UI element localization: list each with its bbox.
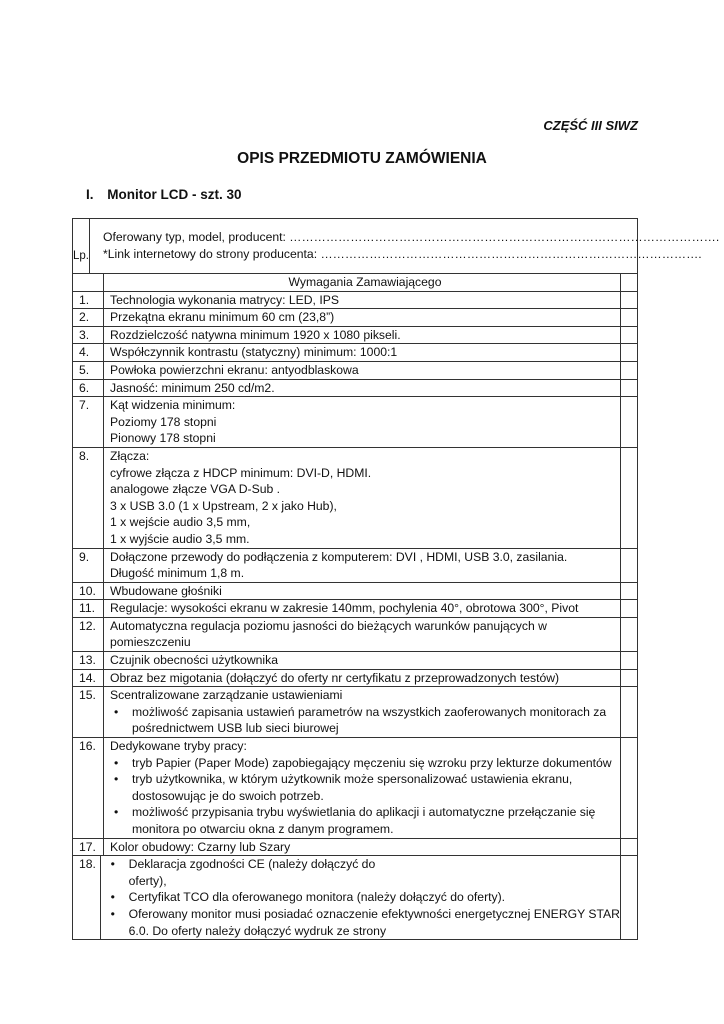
requirements-header: Wymagania Zamawiającego: [104, 274, 621, 291]
bullet-item: • Deklaracja zgodności CE (należy dołączyć do: [107, 856, 620, 873]
row-text-line: cyfrowe złącza z HDCP minimum: DVI-D, HDMI.: [110, 465, 372, 480]
row-number: 13.: [73, 652, 104, 669]
section-heading: [86, 187, 242, 202]
offer-info: [90, 219, 723, 273]
row-content: [104, 687, 621, 737]
row-content: [104, 362, 621, 379]
table-row: [73, 687, 637, 738]
row-text-line: Dołączone przewody do podłączenia z komputerem: DVI , HDMI, USB 3.0, zasilania.: [110, 549, 568, 564]
offer-model-line: Oferowany typ, model, producent: …………………………………………………………………………………………….: [103, 230, 720, 244]
table-row: [73, 549, 637, 583]
row-text-line: Czujnik obecności użytkownika: [110, 653, 278, 668]
row-content: [104, 327, 621, 344]
row-text-line: analogowe złącze VGA D-Sub .: [110, 482, 281, 497]
table-row: [73, 448, 637, 549]
bullet-item-continuation: 6.0. Do oferty należy dołączyć wydruk ze strony: [128, 923, 387, 938]
row-number: 6.: [73, 380, 104, 397]
row-number: 8.: [73, 448, 104, 548]
table-row: [73, 856, 637, 939]
table-row: [73, 397, 637, 448]
row-content: [104, 618, 621, 651]
table-header: [73, 219, 720, 274]
row-content: [104, 738, 621, 838]
row-number: 9.: [73, 549, 104, 582]
bullet-item: • tryb użytkownika, w którym użytkownik może spersonalizować ustawienia ekranu,: [110, 771, 620, 788]
row-text-line: Przekątna ekranu minimum 60 cm (23,8”): [110, 310, 335, 325]
row-number: 16.: [73, 738, 104, 838]
document-title: OPIS PRZEDMIOTU ZAMÓWIENIA: [237, 150, 487, 167]
row-text-line: Rozdzielczość natywna minimum 1920 x 1080 pikseli.: [110, 327, 401, 342]
bullet-item: • tryb Papier (Paper Mode) zapobiegający męczeniu się wzroku przy lekturze dokumentów: [110, 755, 620, 772]
row-text-line: Regulacje: wysokości ekranu w zakresie 140mm, pochylenia 40°, obrotowa 300°, Pivot: [110, 601, 579, 616]
table-row: [73, 670, 637, 688]
row-content: [104, 448, 621, 548]
row-content: [104, 380, 621, 397]
bullet-item: • Oferowany monitor musi posiadać oznaczenie efektywności energetycznej ENERGY STAR: [107, 906, 620, 923]
row-text-line: Dedykowane tryby pracy:: [110, 739, 247, 754]
row-number: 17.: [73, 839, 104, 856]
row-text-line: Kolor obudowy: Czarny lub Szary: [110, 839, 291, 854]
bullet-item-continuation: monitora po otwarciu okna z danym programem.: [132, 822, 394, 836]
table-row: [73, 600, 637, 618]
row-content: [104, 309, 621, 326]
row-number: 1.: [73, 292, 104, 309]
row-content: [104, 839, 621, 856]
row-number: 12.: [73, 618, 104, 651]
bullet-item-continuation: dostosowując je do swoich potrzeb.: [132, 788, 324, 803]
table-row: [73, 327, 637, 345]
bullet-item: • możliwość przypisania trybu wyświetlania do aplikacji i automatyczne przełączanie się: [110, 804, 620, 821]
bullet-item: • możliwość zapisania ustawień parametrów na wszystkich zaoferowanych monitorach za: [110, 704, 620, 721]
row-content: [104, 583, 621, 600]
row-text-line: pomieszczeniu: [110, 635, 191, 650]
section-title: Monitor LCD - szt. 30: [107, 187, 242, 202]
bullet-item: • Certyfikat TCO dla oferowanego monitora (należy dołączyć do oferty).: [107, 889, 620, 906]
row-text-line: 3 x USB 3.0 (1 x Upstream, 2 x jako Hub),: [110, 498, 337, 513]
table-row: [73, 344, 637, 362]
table-row: [73, 583, 637, 601]
row-text-line: Poziomy 178 stopni: [110, 414, 217, 429]
row-text-line: Kąt widzenia minimum:: [110, 398, 236, 413]
row-content: [104, 344, 621, 361]
section-number: I.: [86, 187, 94, 202]
row-content: [104, 549, 621, 582]
row-number: 4.: [73, 344, 104, 361]
document-part-label: CZĘŚĆ III SIWZ: [543, 118, 638, 133]
table-row: [73, 292, 637, 310]
row-text-line: Technologia wykonania matrycy: LED, IPS: [110, 292, 339, 307]
row-content: [104, 652, 621, 669]
requirements-header-row: [73, 274, 637, 292]
row-text-line: Współczynnik kontrastu (statyczny) minimum: 1000:1: [110, 345, 398, 360]
requirements-table: [72, 218, 720, 940]
row-content: [104, 670, 621, 687]
table-row: [73, 618, 637, 652]
row-number: 15.: [73, 687, 104, 737]
offer-link-line: *Link internetowy do strony producenta: ………………………………………………………………………………….: [103, 247, 702, 261]
row-text-line: Złącza:: [110, 448, 150, 463]
row-number: 11.: [73, 600, 104, 617]
table-row: [73, 839, 637, 857]
row-number: 5.: [73, 362, 104, 379]
bullet-item-continuation: pośrednictwem USB lub sieci biurowej: [132, 721, 339, 736]
row-number: 14.: [73, 670, 104, 687]
row-text-line: Długość minimum 1,8 m.: [110, 566, 245, 581]
row-content: [104, 292, 621, 309]
row-content: [104, 600, 621, 617]
lp-header: Lp.: [73, 219, 90, 273]
table-row: [73, 380, 637, 398]
row-content: [101, 856, 621, 939]
row-text-line: Wbudowane głośniki: [110, 583, 222, 598]
row-text-line: Obraz bez migotania (dołączyć do oferty nr certyfikatu z przeprowadzonych testów): [110, 670, 560, 685]
row-text-line: 1 x wyjście audio 3,5 mm.: [110, 531, 250, 546]
table-row: [73, 309, 637, 327]
row-text-line: Pionowy 178 stopni: [110, 431, 216, 446]
table-row: [73, 362, 637, 380]
bullet-item-continuation: oferty),: [128, 873, 167, 888]
row-text-line: Scentralizowane zarządzanie ustawieniami: [110, 688, 343, 703]
row-text-line: 1 x wejście audio 3,5 mm,: [110, 515, 251, 530]
row-number: 2.: [73, 309, 104, 326]
row-text-line: Jasność: minimum 250 cd/m2.: [110, 380, 275, 395]
row-number: 7.: [73, 397, 104, 447]
row-text-line: Powłoka powierzchni ekranu: antyodblaskowa: [110, 362, 359, 377]
table-row: [73, 738, 637, 839]
table-row: [73, 652, 637, 670]
row-text-line: Automatyczna regulacja poziomu jasności do bieżących warunków panujących w: [110, 618, 547, 633]
row-number: 10.: [73, 583, 104, 600]
row-content: [104, 397, 621, 447]
row-number: 3.: [73, 327, 104, 344]
row-number: 18.: [73, 856, 101, 939]
